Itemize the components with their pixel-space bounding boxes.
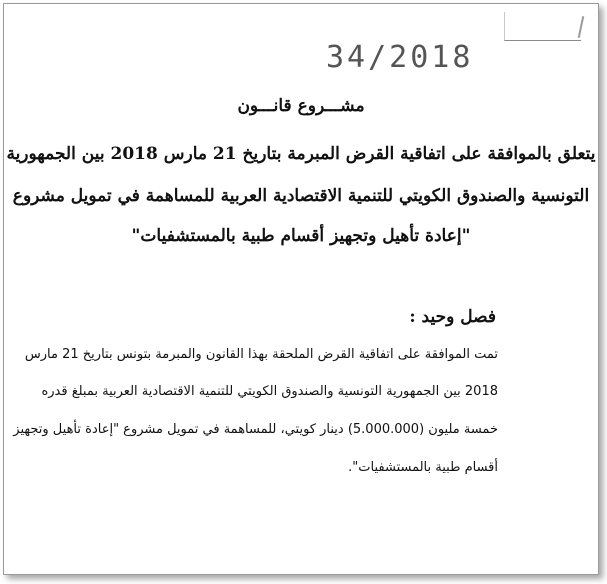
document-title: مشـــروع قانـــون	[237, 96, 365, 116]
section-heading: فصل وحيد :	[409, 307, 496, 327]
subject-line-3: "إعادة تأهيل وتجهيز أقسام طبية بالمستشفيات"	[131, 226, 471, 246]
body-line-1: تمت الموافقة على اتفاقية القرض الملحقة بهذا القانون والمبرمة بتونس بتاريخ 21 مارس	[24, 347, 498, 362]
document-page	[3, 3, 599, 575]
subject-line-1: يتعلق بالموافقة على اتفاقية القرض المبرمة بتاريخ 21 مارس 2018 بين الجمهورية	[6, 144, 596, 164]
document-number-stamp: 34/2018	[326, 40, 474, 75]
subject-line-2: التونسية والصندوق الكويتي للتنمية الاقتصادية العربية للمساهمة في تمويل مشروع	[12, 186, 590, 206]
body-line-3: خمسة مليون (5.000.000) دينار كويتي، للمساهمة في تمويل مشروع "إعادة تأهيل وتجهيز	[13, 422, 498, 437]
body-line-4: أقسام طبية بالمستشفيات".	[348, 460, 498, 475]
body-line-2: 2018 بين الجمهورية التونسية والصندوق الكويتي للتنمية الاقتصادية العربية بمبلغ قدره	[41, 384, 498, 399]
stamp-box-decoration	[504, 12, 581, 41]
